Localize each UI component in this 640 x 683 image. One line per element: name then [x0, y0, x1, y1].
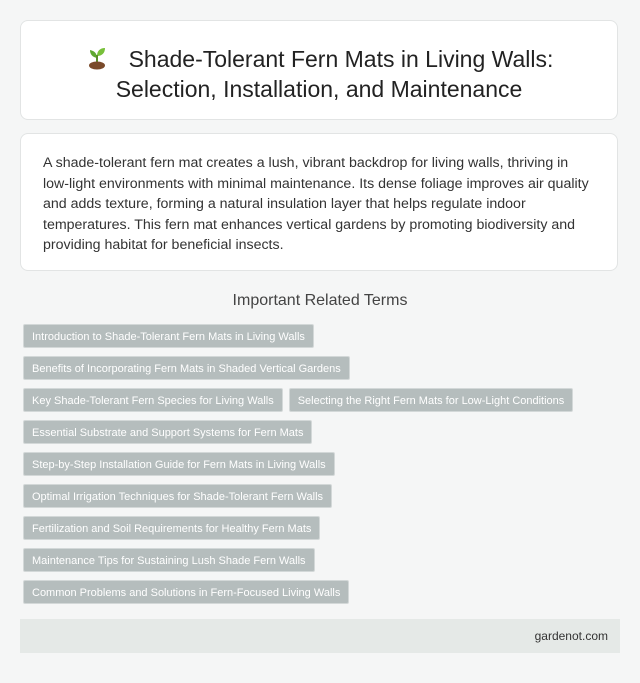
intro-card: [20, 133, 618, 271]
related-term-tag[interactable]: Selecting the Right Fern Mats for Low-Light Conditions: [289, 388, 574, 412]
footer-site-name[interactable]: gardenot.com: [534, 629, 608, 643]
page-title: [21, 44, 617, 104]
title-card: [20, 20, 618, 120]
title-line-2: Selection, Installation, and Maintenance: [115, 76, 523, 102]
related-term-tag[interactable]: Introduction to Shade-Tolerant Fern Mats in Living Walls: [23, 324, 314, 348]
related-term-tag[interactable]: Fertilization and Soil Requirements for Healthy Fern Mats: [23, 516, 320, 540]
related-terms-heading: Important Related Terms: [232, 292, 408, 309]
title-line-1-text: Shade-Tolerant Fern Mats in Living Walls:: [128, 46, 554, 72]
related-term-tag[interactable]: Maintenance Tips for Sustaining Lush Shade Fern Walls: [23, 548, 315, 572]
related-terms-list: [23, 324, 623, 612]
related-term-tag[interactable]: Essential Substrate and Support Systems for Fern Mats: [23, 420, 312, 444]
related-term-tag[interactable]: Key Shade-Tolerant Fern Species for Living Walls: [23, 388, 283, 412]
related-term-tag[interactable]: Step-by-Step Installation Guide for Fern Mats in Living Walls: [23, 452, 335, 476]
related-term-tag[interactable]: Benefits of Incorporating Fern Mats in Shaded Vertical Gardens: [23, 356, 350, 380]
related-term-tag[interactable]: Optimal Irrigation Techniques for Shade-Tolerant Fern Walls: [23, 484, 332, 508]
intro-paragraph: A shade-tolerant fern mat creates a lush, vibrant backdrop for living walls, thriving in low-light environments with minimal maintenance. Its dense foliage improves air quality and adds texture, forming a natural insulation layer that helps regulate indoor temperatures. This fern mat enhances vertical gardens by promoting biodiversity and providing habitat for beneficial insects.: [43, 155, 589, 253]
sprout-icon: [85, 44, 109, 70]
title-line-1: [21, 44, 617, 74]
related-term-tag[interactable]: Common Problems and Solutions in Fern-Focused Living Walls: [23, 580, 349, 604]
footer: [20, 619, 620, 653]
